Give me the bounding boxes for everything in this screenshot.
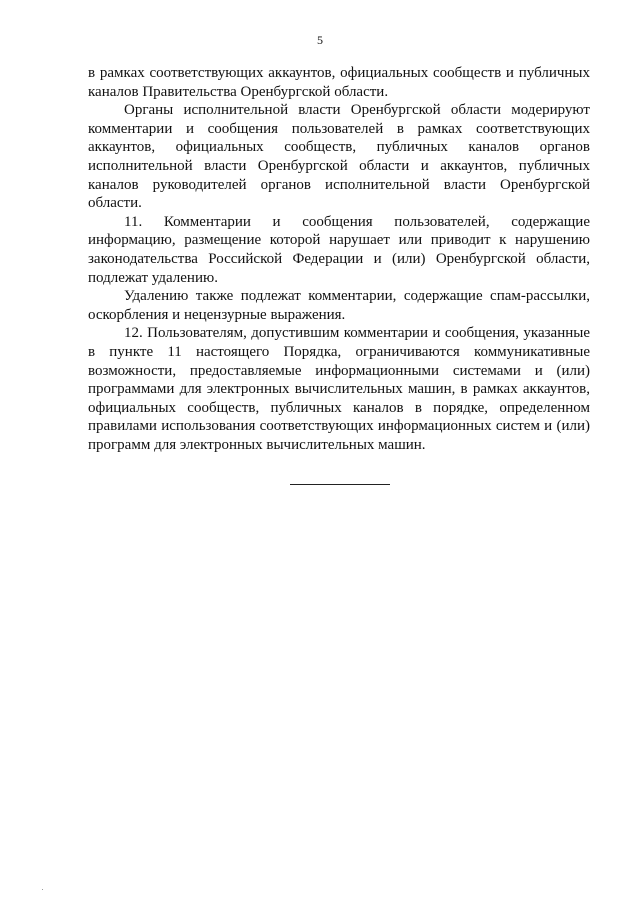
paragraph-moderation: Органы исполнительной власти Оренбургской области модерируют комментарии и сообщения пользователей в рамках соответствующих аккаунтов, официальных сообществ, публичных каналов органов исполнительной власти Оренбургской области и аккаунтов, публичных каналов руководителей органов исполнительной власти Оренбургской области.	[88, 102, 590, 212]
paragraph-continuation: в рамках соответствующих аккаунтов, официальных сообществ и публичных каналов Правительства Оренбургской области.	[88, 65, 590, 100]
scan-artifact	[42, 889, 43, 890]
document-body	[88, 64, 590, 454]
closing-divider	[290, 484, 390, 485]
paragraph-deletion: Удалению также подлежат комментарии, содержащие спам-рассылки, оскорбления и нецензурные выражения.	[88, 288, 590, 323]
paragraph-item-12: 12. Пользователям, допустившим комментарии и сообщения, указанные в пункте 11 настоящего Порядка, ограничиваются коммуникативные возможности, предоставляемые информационными системами и (или) программами для электронных вычислительных машин, в рамках аккаунтов, официальных сообществ, публичных каналов в порядке, определенном правилами использования соответствующих информационных систем и (или) программ для электронных вычислительных машин.	[88, 325, 590, 453]
page-number: 5	[317, 33, 323, 47]
paragraph-item-11: 11. Комментарии и сообщения пользователей, содержащие информацию, размещение которой нарушает или приводит к нарушению законодательства Российской Федерации и (или) Оренбургской области, подлежат удалению.	[88, 213, 590, 286]
